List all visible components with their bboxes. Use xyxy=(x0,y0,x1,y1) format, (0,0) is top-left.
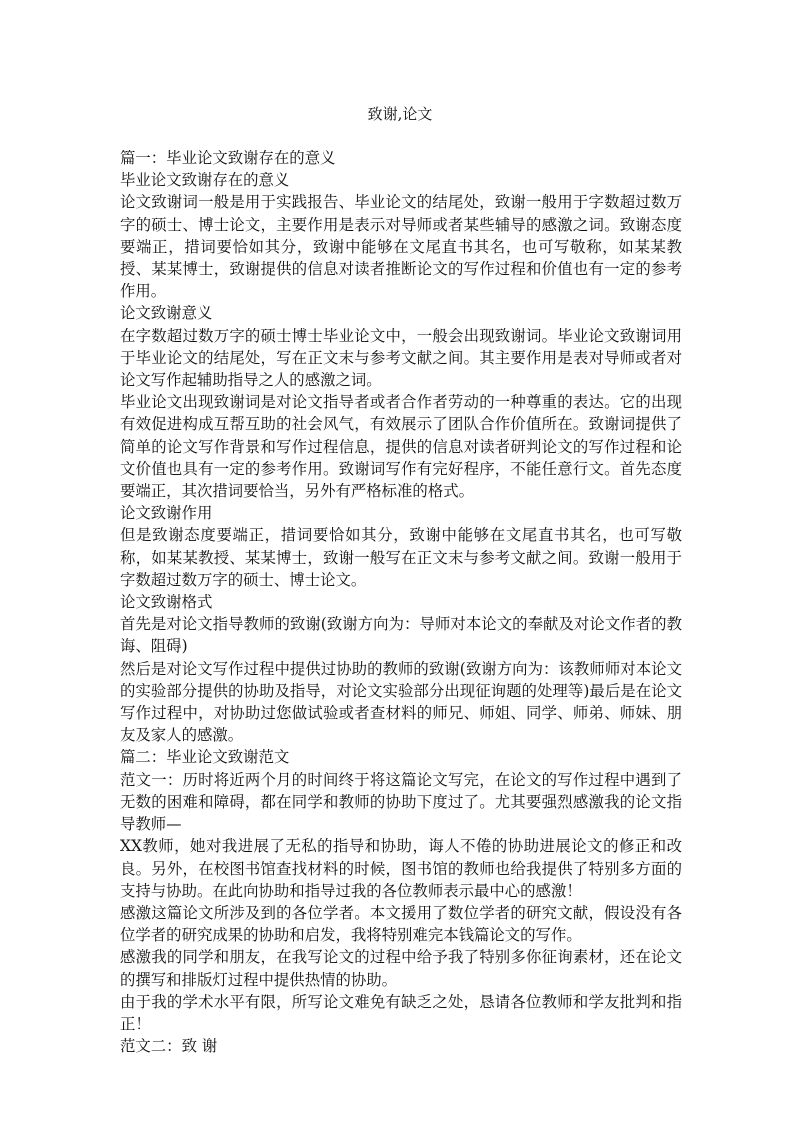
body-paragraph: 由于我的学术水平有限，所写论文难免有缺乏之处，恳请各位教师和学友批判和指正！ xyxy=(120,992,682,1033)
body-paragraph: 感激我的同学和朋友，在我写论文的过程中给予我了特别多你征询素材，还在论文的撰写和排版灯过程中提供热情的协助。 xyxy=(120,948,682,989)
body-paragraph: 范文一：历时将近两个月的时间终于将这篇论文写完，在论文的写作过程中遇到了无数的困难和障碍，都在同学和教师的协助下度过了。尤其要强烈感激我的论文指导教师— xyxy=(120,770,682,834)
section-heading: 篇二：毕业论文致谢范文 xyxy=(120,748,290,767)
body-paragraph: 在字数超过数万字的硕士博士毕业论文中，一般会出现致谢词。毕业论文致谢词用于毕业论文的结尾处，写在正文末与参考文献之间。其主要作用是表对导师或者对论文写作起辅助指导之人的感激之词。 xyxy=(120,326,682,390)
body-paragraph: 感激这篇论文所涉及到的各位学者。本文援用了数位学者的研究文献，假设没有各位学者的研究成果的协助和启发，我将特别难完本钱篇论文的写作。 xyxy=(120,903,682,945)
body-paragraph: 论文致谢词一般是用于实践报告、毕业论文的结尾处，致谢一般用于字数超过数万字的硕士、博士论文，主要作用是表示对导师或者某些辅导的感激之词。致谢态度要端正，措词要恰如其分，致谢中能够在文尾直书其名，也可写敬称，如某某教授、某某博士，致谢提供的信息对读者推断论文的写作过程和价值也有一定的参考作用。 xyxy=(120,193,682,301)
body-paragraph: 但是致谢态度要端正，措词要恰如其分，致谢中能够在文尾直书其名，也可写敬称，如某某教授、某某博士，致谢一般写在正文末与参考文献之间。致谢一般用于字数超过数万字的硕士、博士论文。 xyxy=(120,526,682,589)
subheading: 范文二：致 谢 xyxy=(120,1037,218,1056)
document-title: 致谢,论文 xyxy=(367,105,433,123)
subheading: 毕业论文致谢存在的意义 xyxy=(120,171,290,190)
document-body xyxy=(120,147,682,1057)
subheading: 论文致谢意义 xyxy=(120,304,213,323)
subheading: 论文致谢作用 xyxy=(120,504,213,523)
subheading: 论文致谢格式 xyxy=(120,593,213,612)
body-paragraph: 然后是对论文写作过程中提供过协助的教师的致谢(致谢方向为：该教师师对本论文的实验部分提供的协助及指导，对论文实验部分出现征询题的处理等)最后是在论文写作过程中，对协助过您做试验或者查材料的师兄、师姐、同学、师弟、师妹、朋友及家人的感激。 xyxy=(120,659,682,745)
body-paragraph: 毕业论文出现致谢词是对论文指导者或者合作者劳动的一种尊重的表达。它的出现有效促进构成互帮互助的社会风气，有效展示了团队合作价值所在。致谢词提供了简单的论文写作背景和写作过程信息，提供的信息对读者研判论文的写作过程和论文价值也具有一定的参考作用。致谢词写作有完好程序，不能任意行文。首先态度要端正，其次措词要恰当，另外有严格标准的格式。 xyxy=(120,393,682,501)
body-paragraph: 首先是对论文指导教师的致谢(致谢方向为：导师对本论文的奉献及对论文作者的教诲、阻碍) xyxy=(120,615,682,656)
body-paragraph: XX教师，她对我进展了无私的指导和协助，诲人不倦的协助进展论文的修正和改良。另外，在校图书馆查找材料的时候，图书馆的教师也给我提供了特别多方面的支持与协助。在此向协助和指导过我的各位教师表示最中心的感激！ xyxy=(120,837,682,900)
section-heading: 篇一：毕业论文致谢存在的意义 xyxy=(120,149,336,167)
